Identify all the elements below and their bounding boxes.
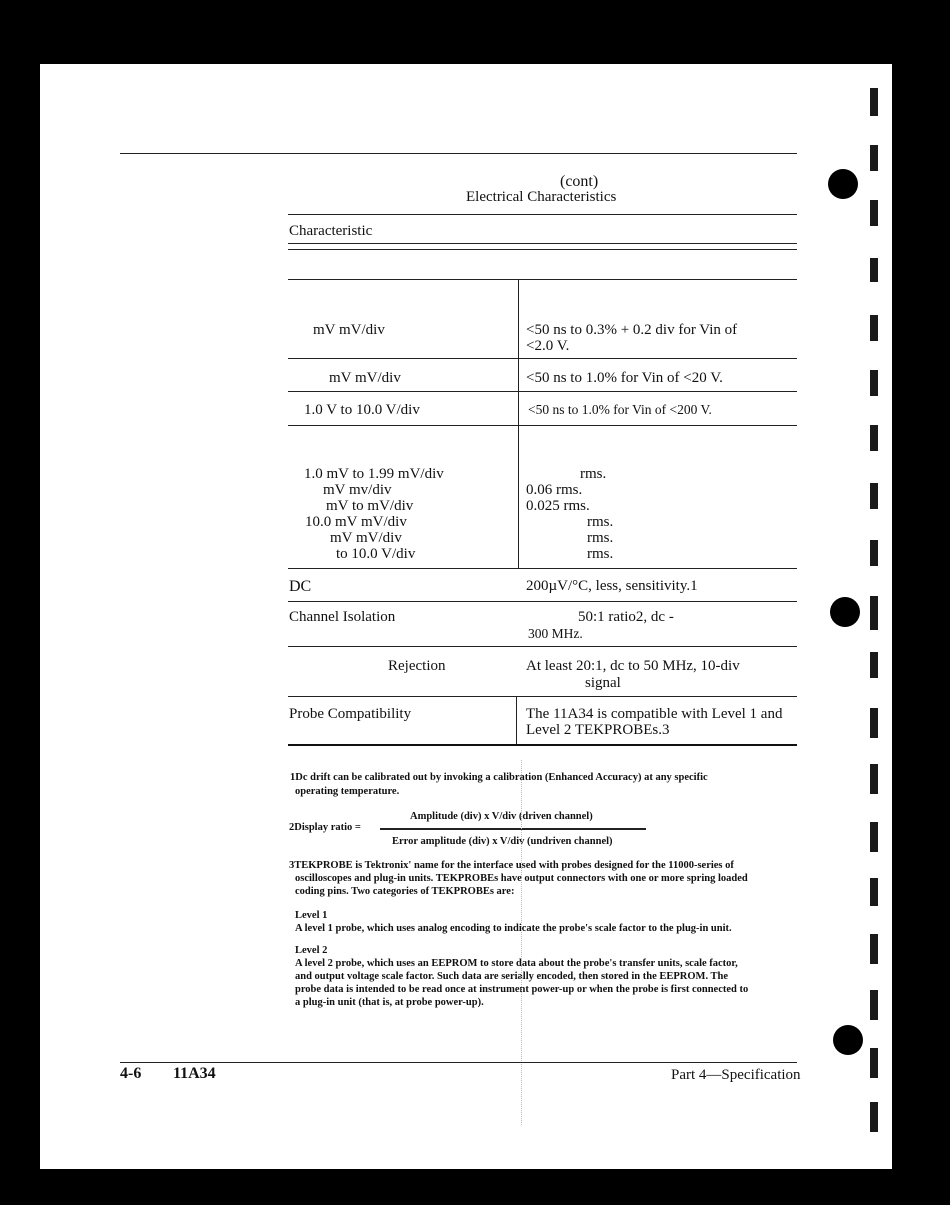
row-left: Rejection <box>388 658 446 674</box>
binder-tab <box>870 370 878 396</box>
column-divider <box>518 280 519 568</box>
row-right: 200µV/°C, less, sensitivity.1 <box>526 578 698 594</box>
level-1-title: Level 1 <box>295 910 328 921</box>
row-right: <50 ns to 1.0% for Vin of <200 V. <box>528 402 712 417</box>
row-rule <box>288 391 797 392</box>
row-left: mV mV/div <box>329 370 401 386</box>
column-divider <box>516 696 517 744</box>
binder-tab <box>870 425 878 451</box>
footnote-3: coding pins. Two categories of TEKPROBEs are: <box>295 886 515 897</box>
row-rule <box>288 601 797 602</box>
binder-tab <box>870 1048 878 1078</box>
binder-tab <box>870 315 878 341</box>
binder-tab <box>870 596 878 630</box>
binder-tab <box>870 934 878 964</box>
footer-rule <box>120 1062 797 1063</box>
level-2-text: probe data is intended to be read once at instrument power-up or when the probe is first connected to <box>295 984 749 995</box>
binder-tab <box>870 258 878 282</box>
row-left: mV mv/div <box>323 482 392 498</box>
top-rule <box>120 153 797 154</box>
punch-hole <box>833 1025 863 1055</box>
row-right: <2.0 V. <box>526 338 570 354</box>
footnote-2-denominator: Error amplitude (div) x V/div (undriven channel) <box>392 836 613 847</box>
footnote-2-label: 2Display ratio = <box>289 822 361 833</box>
row-right: <50 ns to 0.3% + 0.2 div for Vin of <box>526 322 738 338</box>
row-left: mV mV/div <box>313 322 385 338</box>
binder-tab <box>870 878 878 906</box>
row-left: 1.0 V to 10.0 V/div <box>304 402 420 418</box>
binder-tab <box>870 652 878 678</box>
level-1-text: A level 1 probe, which uses analog encoding to indicate the probe's scale factor to the plug-in unit. <box>295 923 732 934</box>
footnote-1: operating temperature. <box>295 786 400 797</box>
footnote-3: oscilloscopes and plug-in units. TEKPROBEs have output connectors with one or more spring loaded <box>295 873 748 884</box>
footer-model: 11A34 <box>173 1065 216 1082</box>
row-left: 10.0 mV mV/div <box>305 514 407 530</box>
table-title: Electrical Characteristics <box>466 189 617 205</box>
row-left: mV to mV/div <box>326 498 414 514</box>
column-header-characteristic: Characteristic <box>289 223 373 239</box>
footnote-3: 3TEKPROBE is Tektronix' name for the interface used with probes designed for the 11000-series of <box>289 860 734 871</box>
binder-tab <box>870 88 878 116</box>
binder-tab <box>870 764 878 794</box>
binder-tab <box>870 483 878 509</box>
punch-hole <box>830 597 860 627</box>
binder-tab <box>870 990 878 1020</box>
row-rule <box>288 646 797 647</box>
table-rule <box>288 249 797 250</box>
level-2-title: Level 2 <box>295 945 328 956</box>
binder-tab <box>870 200 878 226</box>
binder-tab <box>870 145 878 171</box>
row-left: to 10.0 V/div <box>336 546 416 562</box>
row-rule <box>288 696 797 697</box>
row-left: DC <box>289 578 312 595</box>
row-rule <box>288 425 797 426</box>
table-bottom-rule <box>288 744 797 746</box>
row-right: The 11A34 is compatible with Level 1 and <box>526 706 783 722</box>
table-rule <box>288 214 797 215</box>
footer-page-number: 4-6 <box>120 1065 142 1082</box>
row-left: mV mV/div <box>330 530 402 546</box>
row-right: Level 2 TEKPROBEs.3 <box>526 722 670 738</box>
row-right: rms. <box>587 546 614 562</box>
row-left: 1.0 mV to 1.99 mV/div <box>304 466 444 482</box>
fraction-bar <box>380 828 646 830</box>
header-cont: (cont) <box>560 173 599 190</box>
footer-section: Part 4—Specification <box>671 1067 801 1083</box>
row-right: At least 20:1, dc to 50 MHz, 10-div <box>526 658 740 674</box>
row-right: 50:1 ratio2, dc - <box>578 609 674 625</box>
row-right: <50 ns to 1.0% for Vin of <20 V. <box>526 370 723 386</box>
scan-artifact <box>521 760 522 1125</box>
level-2-text: A level 2 probe, which uses an EEPROM to store data about the probe's transfer units, scale factor, <box>295 958 738 969</box>
footnote-1: 1Dc drift can be calibrated out by invoking a calibration (Enhanced Accuracy) at any specific <box>290 772 708 783</box>
binder-tab <box>870 540 878 566</box>
row-right: rms. <box>580 466 607 482</box>
row-right: 0.025 rms. <box>526 498 590 514</box>
row-right: 300 MHz. <box>528 626 583 641</box>
binder-tab <box>870 822 878 852</box>
level-2-text: a plug-in unit (that is, at probe power-up). <box>295 997 484 1008</box>
table-rule <box>288 243 797 244</box>
row-rule <box>288 358 797 359</box>
row-right: 0.06 rms. <box>526 482 583 498</box>
row-left: Channel Isolation <box>289 609 396 625</box>
row-rule <box>288 568 797 569</box>
table-rule <box>288 279 797 280</box>
row-right: signal <box>585 675 621 691</box>
row-right: rms. <box>587 530 614 546</box>
row-left: Probe Compatibility <box>289 706 412 722</box>
punch-hole <box>828 169 858 199</box>
row-right: rms. <box>587 514 614 530</box>
footnote-2-numerator: Amplitude (div) x V/div (driven channel) <box>410 811 593 822</box>
binder-tab <box>870 1102 878 1132</box>
binder-tab <box>870 708 878 738</box>
level-2-text: and output voltage scale factor. Such data are serially encoded, then stored in the EEPROM. The <box>295 971 729 982</box>
